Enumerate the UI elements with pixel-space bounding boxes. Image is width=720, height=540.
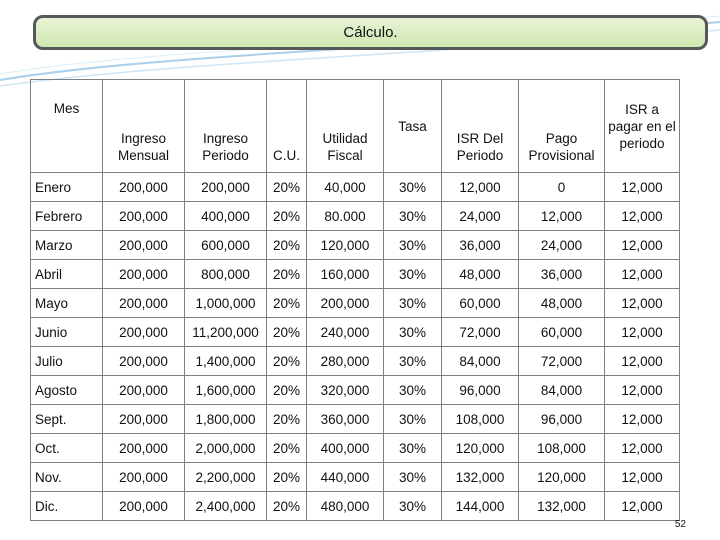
cell-pago-provisional: 24,000 xyxy=(519,231,605,260)
cell-ingreso-mensual: 200,000 xyxy=(103,260,185,289)
cell-ingreso-periodo: 2,400,000 xyxy=(185,492,267,521)
cell-pago-provisional: 12,000 xyxy=(519,202,605,231)
header-tasa: Tasa xyxy=(384,80,442,173)
table-row xyxy=(31,463,680,492)
cell-isr-a-pagar: 12,000 xyxy=(605,202,680,231)
cell-utilidad-fiscal: 280,000 xyxy=(307,347,384,376)
cell-utilidad-fiscal: 80.000 xyxy=(307,202,384,231)
table-row xyxy=(31,202,680,231)
header-ingreso-periodo: Ingreso Periodo xyxy=(185,80,267,173)
cell-cu: 20% xyxy=(267,434,307,463)
cell-isr-a-pagar: 12,000 xyxy=(605,492,680,521)
cell-utilidad-fiscal: 440,000 xyxy=(307,463,384,492)
cell-mes: Junio xyxy=(31,318,103,347)
cell-ingreso-periodo: 1,400,000 xyxy=(185,347,267,376)
cell-pago-provisional: 96,000 xyxy=(519,405,605,434)
table-row xyxy=(31,434,680,463)
cell-isr-a-pagar: 12,000 xyxy=(605,318,680,347)
cell-cu: 20% xyxy=(267,289,307,318)
cell-tasa: 30% xyxy=(384,289,442,318)
cell-mes: Sept. xyxy=(31,405,103,434)
cell-utilidad-fiscal: 360,000 xyxy=(307,405,384,434)
cell-cu: 20% xyxy=(267,405,307,434)
isr-calculation-table xyxy=(30,79,680,521)
table-row xyxy=(31,318,680,347)
cell-pago-provisional: 108,000 xyxy=(519,434,605,463)
table-row xyxy=(31,376,680,405)
cell-pago-provisional: 0 xyxy=(519,173,605,202)
cell-ingreso-periodo: 1,000,000 xyxy=(185,289,267,318)
cell-ingreso-mensual: 200,000 xyxy=(103,492,185,521)
cell-isr-a-pagar: 12,000 xyxy=(605,173,680,202)
cell-isr-a-pagar: 12,000 xyxy=(605,347,680,376)
cell-cu: 20% xyxy=(267,318,307,347)
cell-ingreso-mensual: 200,000 xyxy=(103,289,185,318)
table-row xyxy=(31,492,680,521)
cell-pago-provisional: 60,000 xyxy=(519,318,605,347)
cell-mes: Mayo xyxy=(31,289,103,318)
cell-isr-del-periodo: 144,000 xyxy=(442,492,519,521)
cell-cu: 20% xyxy=(267,202,307,231)
cell-cu: 20% xyxy=(267,376,307,405)
cell-ingreso-mensual: 200,000 xyxy=(103,318,185,347)
cell-ingreso-periodo: 1,800,000 xyxy=(185,405,267,434)
cell-pago-provisional: 72,000 xyxy=(519,347,605,376)
cell-ingreso-periodo: 2,000,000 xyxy=(185,434,267,463)
cell-pago-provisional: 120,000 xyxy=(519,463,605,492)
header-cu: C.U. xyxy=(267,80,307,173)
cell-isr-del-periodo: 24,000 xyxy=(442,202,519,231)
cell-ingreso-mensual: 200,000 xyxy=(103,202,185,231)
cell-utilidad-fiscal: 160,000 xyxy=(307,260,384,289)
cell-ingreso-mensual: 200,000 xyxy=(103,347,185,376)
cell-tasa: 30% xyxy=(384,173,442,202)
table-row xyxy=(31,231,680,260)
title-bar xyxy=(33,15,708,50)
cell-ingreso-mensual: 200,000 xyxy=(103,231,185,260)
table-row xyxy=(31,260,680,289)
cell-utilidad-fiscal: 320,000 xyxy=(307,376,384,405)
cell-utilidad-fiscal: 120,000 xyxy=(307,231,384,260)
cell-isr-del-periodo: 132,000 xyxy=(442,463,519,492)
cell-tasa: 30% xyxy=(384,318,442,347)
cell-ingreso-mensual: 200,000 xyxy=(103,405,185,434)
cell-ingreso-mensual: 200,000 xyxy=(103,173,185,202)
cell-isr-a-pagar: 12,000 xyxy=(605,405,680,434)
cell-ingreso-periodo: 2,200,000 xyxy=(185,463,267,492)
table-row xyxy=(31,347,680,376)
cell-mes: Febrero xyxy=(31,202,103,231)
cell-cu: 20% xyxy=(267,173,307,202)
cell-utilidad-fiscal: 240,000 xyxy=(307,318,384,347)
cell-isr-a-pagar: 12,000 xyxy=(605,376,680,405)
cell-cu: 20% xyxy=(267,463,307,492)
cell-isr-del-periodo: 108,000 xyxy=(442,405,519,434)
cell-utilidad-fiscal: 40,000 xyxy=(307,173,384,202)
cell-mes: Abril xyxy=(31,260,103,289)
cell-isr-del-periodo: 96,000 xyxy=(442,376,519,405)
cell-ingreso-periodo: 800,000 xyxy=(185,260,267,289)
cell-ingreso-periodo: 1,600,000 xyxy=(185,376,267,405)
cell-utilidad-fiscal: 480,000 xyxy=(307,492,384,521)
cell-isr-del-periodo: 120,000 xyxy=(442,434,519,463)
cell-utilidad-fiscal: 400,000 xyxy=(307,434,384,463)
page-number: 52 xyxy=(674,519,686,530)
cell-ingreso-mensual: 200,000 xyxy=(103,463,185,492)
header-mes: Mes xyxy=(31,80,103,173)
cell-pago-provisional: 36,000 xyxy=(519,260,605,289)
cell-cu: 20% xyxy=(267,260,307,289)
cell-cu: 20% xyxy=(267,347,307,376)
cell-mes: Agosto xyxy=(31,376,103,405)
cell-isr-a-pagar: 12,000 xyxy=(605,260,680,289)
table-row xyxy=(31,289,680,318)
cell-mes: Nov. xyxy=(31,463,103,492)
cell-tasa: 30% xyxy=(384,434,442,463)
cell-isr-a-pagar: 12,000 xyxy=(605,463,680,492)
header-isr-a-pagar: ISR a pagar en el periodo xyxy=(605,80,680,173)
table-row xyxy=(31,173,680,202)
cell-isr-del-periodo: 48,000 xyxy=(442,260,519,289)
cell-mes: Dic. xyxy=(31,492,103,521)
cell-ingreso-mensual: 200,000 xyxy=(103,376,185,405)
cell-tasa: 30% xyxy=(384,347,442,376)
cell-isr-del-periodo: 60,000 xyxy=(442,289,519,318)
header-pago-provisional: Pago Provisional xyxy=(519,80,605,173)
cell-tasa: 30% xyxy=(384,260,442,289)
cell-pago-provisional: 48,000 xyxy=(519,289,605,318)
cell-ingreso-periodo: 200,000 xyxy=(185,173,267,202)
cell-tasa: 30% xyxy=(384,463,442,492)
cell-utilidad-fiscal: 200,000 xyxy=(307,289,384,318)
cell-isr-del-periodo: 12,000 xyxy=(442,173,519,202)
cell-isr-a-pagar: 12,000 xyxy=(605,289,680,318)
cell-isr-del-periodo: 72,000 xyxy=(442,318,519,347)
table-body xyxy=(31,173,680,521)
cell-tasa: 30% xyxy=(384,231,442,260)
cell-tasa: 30% xyxy=(384,376,442,405)
cell-cu: 20% xyxy=(267,231,307,260)
cell-ingreso-periodo: 11,200,000 xyxy=(185,318,267,347)
cell-isr-a-pagar: 12,000 xyxy=(605,434,680,463)
cell-ingreso-mensual: 200,000 xyxy=(103,434,185,463)
header-row xyxy=(31,80,680,173)
cell-isr-del-periodo: 84,000 xyxy=(442,347,519,376)
page-title: Cálculo. xyxy=(343,24,398,41)
cell-tasa: 30% xyxy=(384,405,442,434)
cell-ingreso-periodo: 600,000 xyxy=(185,231,267,260)
cell-pago-provisional: 84,000 xyxy=(519,376,605,405)
table-row xyxy=(31,405,680,434)
cell-cu: 20% xyxy=(267,492,307,521)
header-ingreso-mensual: Ingreso Mensual xyxy=(103,80,185,173)
cell-mes: Julio xyxy=(31,347,103,376)
header-utilidad-fiscal: Utilidad Fiscal xyxy=(307,80,384,173)
cell-mes: Oct. xyxy=(31,434,103,463)
cell-tasa: 30% xyxy=(384,202,442,231)
header-isr-del-periodo: ISR Del Periodo xyxy=(442,80,519,173)
cell-ingreso-periodo: 400,000 xyxy=(185,202,267,231)
cell-isr-a-pagar: 12,000 xyxy=(605,231,680,260)
cell-mes: Enero xyxy=(31,173,103,202)
cell-mes: Marzo xyxy=(31,231,103,260)
cell-tasa: 30% xyxy=(384,492,442,521)
cell-pago-provisional: 132,000 xyxy=(519,492,605,521)
cell-isr-del-periodo: 36,000 xyxy=(442,231,519,260)
